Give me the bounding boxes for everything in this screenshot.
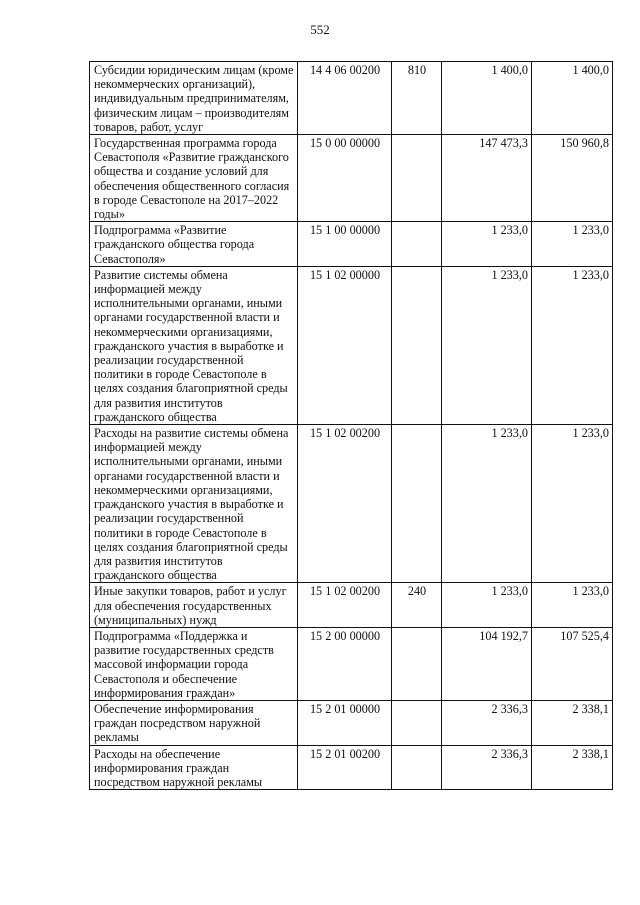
row-amount-year1: 1 400,0 [442, 62, 532, 135]
row-amount-year1: 1 233,0 [442, 425, 532, 583]
row-name: Развитие системы обмена информацией между исполнительными органами, иными органами государственной власти и некоммерческими организациями, гражданского участия в выработке и реализации государственной политики в городе Севастополе в целях создания благоприятной среды для развития институтов гражданского общества [90, 266, 298, 424]
row-name: Подпрограмма «Поддержка и развитие государственных средств массовой информации города Севастополя и обеспечение информирования граждан» [90, 627, 298, 700]
row-amount-year2: 2 338,1 [532, 700, 613, 745]
budget-table [89, 61, 613, 790]
row-amount-year1: 147 473,3 [442, 135, 532, 222]
row-name: Обеспечение информирования граждан посредством наружной рекламы [90, 700, 298, 745]
row-amount-year1: 2 336,3 [442, 745, 532, 790]
row-expense-type: 810 [392, 62, 442, 135]
row-name: Расходы на развитие системы обмена информацией между исполнительными органами, иными органами государственной власти и некоммерческими организациями, гражданского участия в выработке и реализации государственной политики в городе Севастополе в целях создания благоприятной среды для развития институтов гражданского общества [90, 425, 298, 583]
row-target-code: 15 0 00 00000 [298, 135, 392, 222]
row-expense-type [392, 222, 442, 267]
table-row [90, 583, 613, 628]
row-target-code: 15 1 02 00200 [298, 425, 392, 583]
page-number: 552 [310, 22, 330, 37]
row-amount-year1: 2 336,3 [442, 700, 532, 745]
row-name: Иные закупки товаров, работ и услуг для обеспечения государственных (муниципальных) нужд [90, 583, 298, 628]
row-amount-year2: 1 233,0 [532, 425, 613, 583]
row-expense-type [392, 425, 442, 583]
row-amount-year2: 1 233,0 [532, 266, 613, 424]
row-expense-type [392, 700, 442, 745]
row-target-code: 15 2 00 00000 [298, 627, 392, 700]
row-target-code: 15 1 00 00000 [298, 222, 392, 267]
row-expense-type [392, 266, 442, 424]
row-amount-year1: 104 192,7 [442, 627, 532, 700]
row-name: Государственная программа города Севастополя «Развитие гражданского общества и создание условий для обеспечения общественного согласия в городе Севастополе на 2017–2022 годы» [90, 135, 298, 222]
row-amount-year1: 1 233,0 [442, 266, 532, 424]
row-amount-year2: 150 960,8 [532, 135, 613, 222]
row-amount-year2: 2 338,1 [532, 745, 613, 790]
row-amount-year2: 1 233,0 [532, 222, 613, 267]
row-target-code: 15 1 02 00200 [298, 583, 392, 628]
table-row [90, 627, 613, 700]
row-name: Расходы на обеспечение информирования граждан посредством наружной рекламы [90, 745, 298, 790]
row-expense-type [392, 135, 442, 222]
table-row [90, 222, 613, 267]
table-row [90, 135, 613, 222]
row-target-code: 15 1 02 00000 [298, 266, 392, 424]
row-expense-type [392, 745, 442, 790]
row-amount-year1: 1 233,0 [442, 222, 532, 267]
table-row [90, 700, 613, 745]
row-expense-type [392, 627, 442, 700]
row-amount-year1: 1 233,0 [442, 583, 532, 628]
row-amount-year2: 1 233,0 [532, 583, 613, 628]
table-row [90, 266, 613, 424]
row-target-code: 15 2 01 00200 [298, 745, 392, 790]
table-row [90, 62, 613, 135]
row-amount-year2: 107 525,4 [532, 627, 613, 700]
row-name: Подпрограмма «Развитие гражданского общества города Севастополя» [90, 222, 298, 267]
row-target-code: 14 4 06 00200 [298, 62, 392, 135]
row-amount-year2: 1 400,0 [532, 62, 613, 135]
table-row [90, 745, 613, 790]
table-row [90, 425, 613, 583]
row-expense-type: 240 [392, 583, 442, 628]
row-target-code: 15 2 01 00000 [298, 700, 392, 745]
row-name: Субсидии юридическим лицам (кроме некоммерческих организаций), индивидуальным предпринимателям, физическим лицам – производителям товаров, работ, услуг [90, 62, 298, 135]
